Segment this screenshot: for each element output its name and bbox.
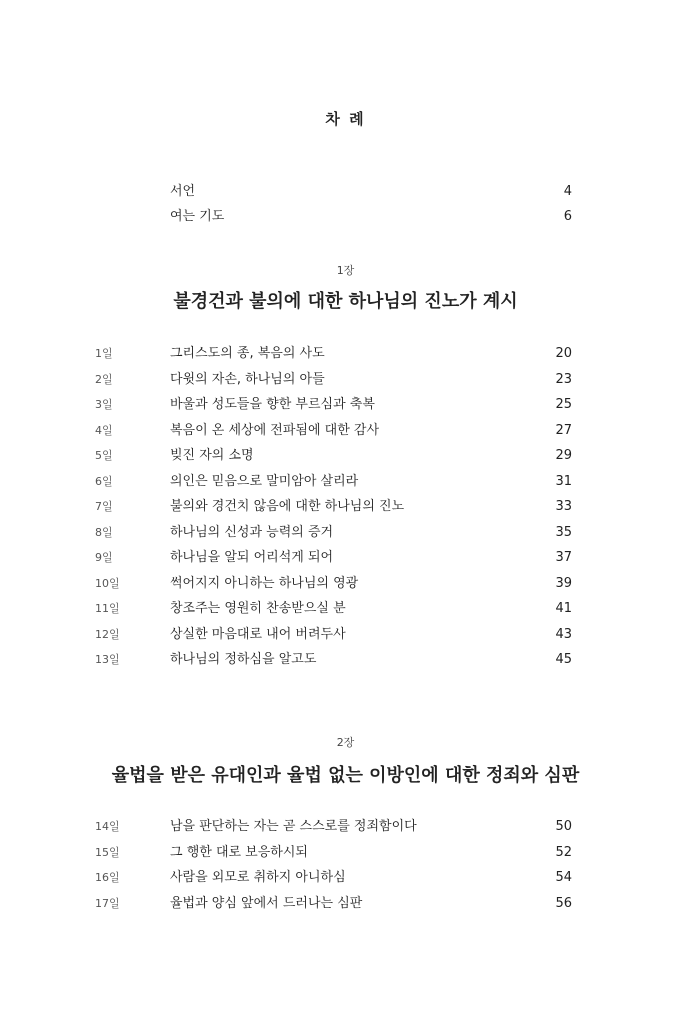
entry-title: 불의와 경건치 않음에 대한 하나님의 진노 — [170, 499, 405, 514]
entry-day: 5일 — [95, 449, 113, 462]
entry-title: 바울과 성도들을 향한 부르심과 축복 — [170, 397, 375, 412]
toc-entry[interactable] — [0, 547, 691, 569]
entry-day: 12일 — [95, 628, 120, 641]
toc-entry[interactable] — [0, 649, 691, 671]
toc-entry[interactable] — [0, 867, 691, 889]
toc-entry-opening-prayer[interactable] — [0, 206, 691, 228]
entry-day: 10일 — [95, 577, 120, 590]
entry-page: 33 — [555, 499, 572, 514]
toc-entry[interactable] — [0, 816, 691, 838]
entry-page: 50 — [555, 819, 572, 834]
toc-entry[interactable] — [0, 445, 691, 467]
entry-title: 의인은 믿음으로 말미암아 살리라 — [170, 474, 359, 489]
entry-title: 여는 기도 — [170, 209, 225, 224]
toc-entry[interactable] — [0, 522, 691, 544]
entry-page: 39 — [555, 576, 572, 591]
toc-entry[interactable] — [0, 394, 691, 416]
chapter-1-label: 1장 — [336, 264, 355, 277]
entry-day: 11일 — [95, 602, 120, 615]
toc-entry-preface[interactable] — [0, 181, 691, 203]
toc-entry[interactable] — [0, 343, 691, 365]
entry-title: 그 행한 대로 보응하시되 — [170, 845, 308, 860]
toc-entry[interactable] — [0, 573, 691, 595]
entry-page: 45 — [555, 652, 572, 667]
toc-entry[interactable] — [0, 624, 691, 646]
chapter-1-title: 불경건과 불의에 대한 하나님의 진노가 계시 — [173, 291, 518, 312]
entry-day: 7일 — [95, 500, 113, 513]
toc-entry[interactable] — [0, 842, 691, 864]
entry-title: 율법과 양심 앞에서 드러나는 심판 — [170, 896, 363, 911]
entry-title: 사람을 외모로 취하지 아니하심 — [170, 870, 346, 885]
entry-title: 서언 — [170, 184, 196, 199]
toc-entry[interactable] — [0, 420, 691, 442]
entry-page: 25 — [555, 397, 572, 412]
entry-page: 27 — [555, 423, 572, 438]
entry-title: 남을 판단하는 자는 곧 스스로를 정죄함이다 — [170, 819, 417, 834]
entry-day: 1일 — [95, 347, 113, 360]
toc-entry[interactable] — [0, 893, 691, 915]
entry-page: 35 — [555, 525, 572, 540]
entry-title: 썩어지지 아니하는 하나님의 영광 — [170, 576, 359, 591]
entry-day: 13일 — [95, 653, 120, 666]
entry-page: 20 — [555, 346, 572, 361]
entry-title: 하나님을 알되 어리석게 되어 — [170, 550, 334, 565]
entry-page: 37 — [555, 550, 572, 565]
toc-entry[interactable] — [0, 598, 691, 620]
entry-day: 15일 — [95, 846, 120, 859]
entry-title: 하나님의 신성과 능력의 증거 — [170, 525, 334, 540]
entry-title: 상실한 마음대로 내어 버려두사 — [170, 627, 346, 642]
entry-page: 54 — [555, 870, 572, 885]
entry-page: 56 — [555, 896, 572, 911]
chapter-2-label: 2장 — [336, 736, 355, 749]
entry-title: 하나님의 정하심을 알고도 — [170, 652, 317, 667]
entry-day: 3일 — [95, 398, 113, 411]
entry-day: 17일 — [95, 897, 120, 910]
entry-page: 23 — [555, 372, 572, 387]
entry-title: 다윗의 자손, 하나님의 아들 — [170, 372, 325, 387]
toc-entry[interactable] — [0, 496, 691, 518]
entry-page: 41 — [555, 601, 572, 616]
toc-title: 차 례 — [325, 110, 366, 128]
chapter-2-title: 율법을 받은 유대인과 율법 없는 이방인에 대한 정죄와 심판 — [111, 765, 580, 786]
entry-title: 복음이 온 세상에 전파됨에 대한 감사 — [170, 423, 380, 438]
toc-entry[interactable] — [0, 471, 691, 493]
entry-title: 빚진 자의 소명 — [170, 448, 254, 463]
entry-day: 8일 — [95, 526, 113, 539]
entry-page: 29 — [555, 448, 572, 463]
entry-title: 그리스도의 종, 복음의 사도 — [170, 346, 325, 361]
entry-day: 9일 — [95, 551, 113, 564]
entry-day: 4일 — [95, 424, 113, 437]
entry-page: 52 — [555, 845, 572, 860]
entry-page: 43 — [555, 627, 572, 642]
entry-title: 창조주는 영원히 찬송받으실 분 — [170, 601, 346, 616]
entry-day: 2일 — [95, 373, 113, 386]
toc-entry[interactable] — [0, 369, 691, 391]
entry-page: 6 — [563, 209, 572, 224]
entry-day: 14일 — [95, 820, 120, 833]
entry-page: 4 — [563, 184, 572, 199]
entry-day: 6일 — [95, 475, 113, 488]
entry-page: 31 — [555, 474, 572, 489]
entry-day: 16일 — [95, 871, 120, 884]
